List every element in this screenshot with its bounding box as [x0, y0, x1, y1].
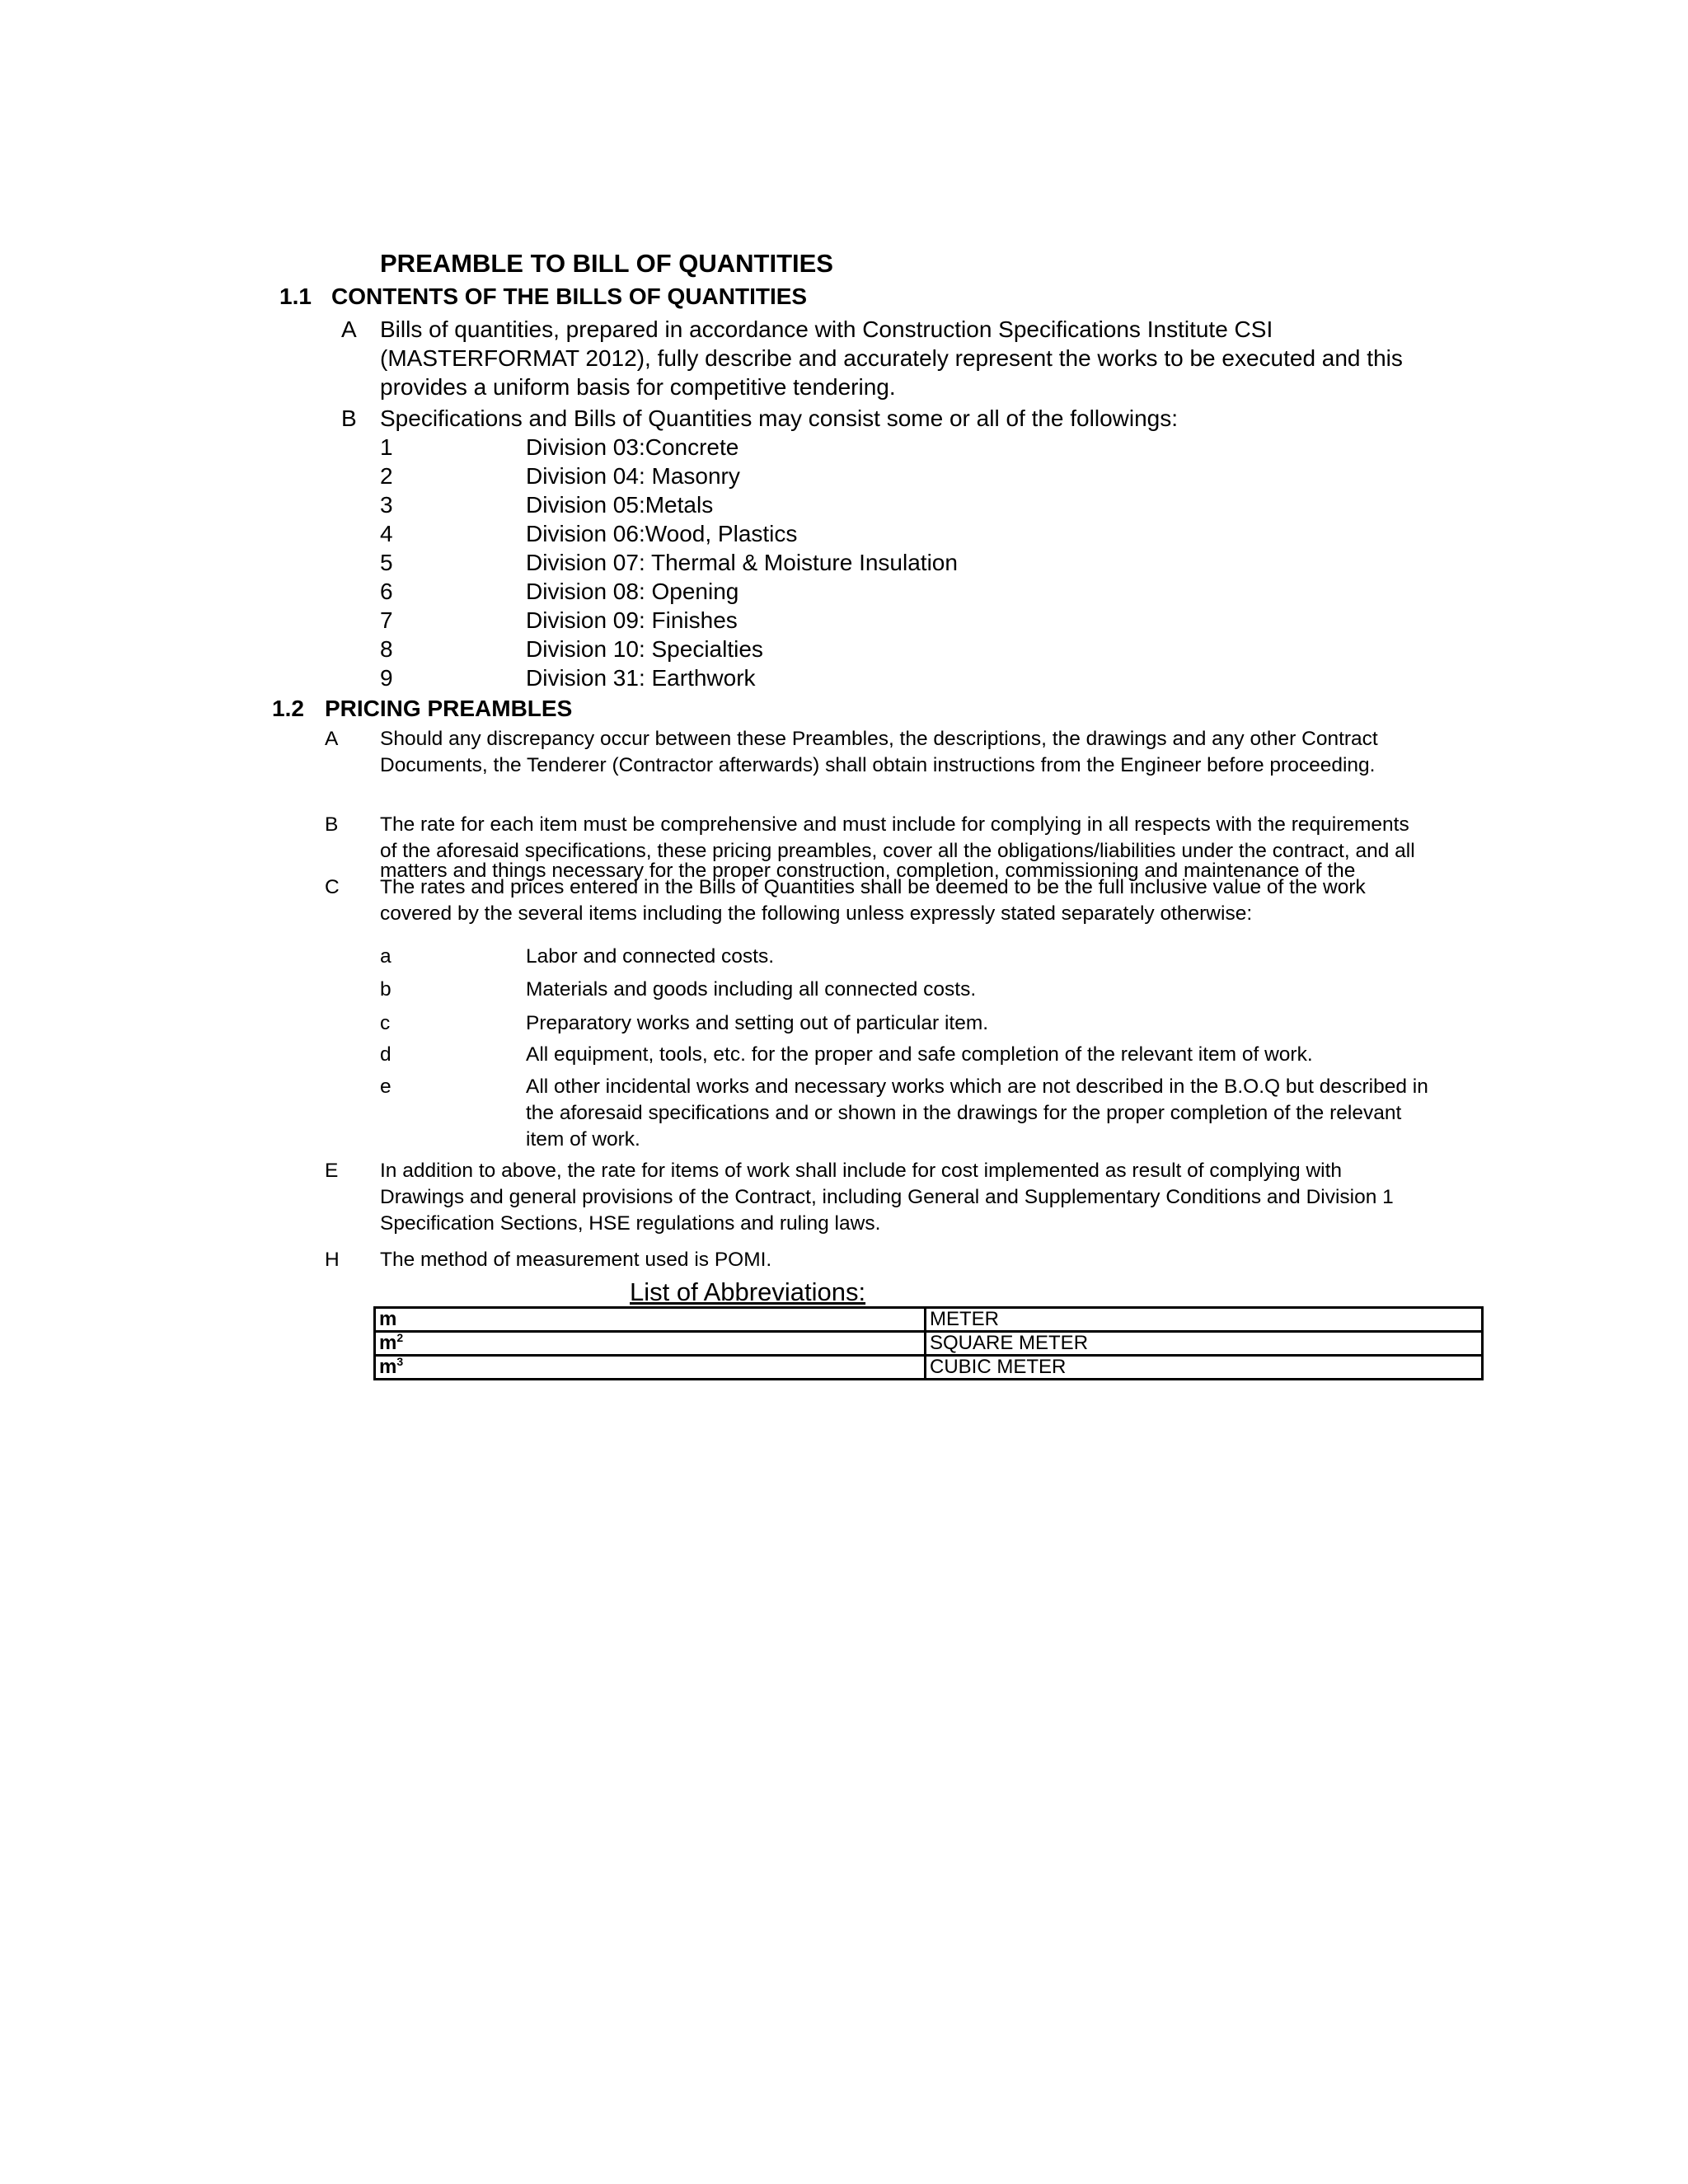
unit-cell: [375, 1308, 926, 1332]
division-number: 5: [380, 550, 393, 575]
clause-letter: C: [325, 876, 340, 898]
clause-line: Documents, the Tenderer (Contractor afterwards) shall obtain instructions from the Engineer before proceeding.: [380, 754, 1376, 776]
division-number: 6: [380, 579, 393, 604]
division-number: 4: [380, 521, 393, 546]
division-number: 8: [380, 636, 393, 662]
clause-line: Should any discrepancy occur between these Preambles, the descriptions, the drawings and any other Contract: [380, 728, 1378, 750]
abbreviations-title: List of Abbreviations:: [630, 1277, 866, 1306]
meaning-cell: SQUARE METER: [926, 1332, 1483, 1356]
section-heading: PRICING PREAMBLES: [325, 696, 573, 721]
meaning-cell: METER: [926, 1308, 1483, 1332]
division-label: Division 04: Masonry: [526, 463, 740, 489]
table-row: [375, 1332, 1483, 1356]
clause-letter: A: [341, 316, 357, 342]
table-row: [375, 1308, 1483, 1332]
clause-text: The method of measurement used is POMI.: [380, 1249, 772, 1271]
item-letter: a: [380, 945, 392, 968]
unit-cell: [375, 1356, 926, 1380]
clause-letter: B: [341, 405, 357, 431]
unit-exponent: 2: [396, 1331, 404, 1344]
clause-line: covered by the several items including the following unless expressly stated separately otherwise:: [380, 902, 1253, 925]
clause-letter: E: [325, 1160, 339, 1182]
unit-cell: [375, 1332, 926, 1356]
clause-line: provides a uniform basis for competitive tendering.: [380, 374, 896, 400]
item-letter: c: [380, 1012, 391, 1034]
clause-text: Specifications and Bills of Quantities may consist some or all of the followings:: [380, 405, 1179, 431]
unit-symbol: m: [379, 1356, 397, 1378]
item-line: Preparatory works and setting out of particular item.: [526, 1012, 989, 1034]
section-heading: CONTENTS OF THE BILLS OF QUANTITIES: [331, 284, 808, 309]
division-number: 2: [380, 463, 393, 489]
clause-line: of the aforesaid specifications, these pricing preambles, cover all the obligations/liabilities under the contract, and all: [380, 840, 1415, 862]
clause-line: Bills of quantities, prepared in accordance with Construction Specifications Institute CSI: [380, 316, 1273, 342]
section-number: 1.1: [279, 284, 312, 309]
clause-letter: A: [325, 728, 339, 750]
clause-line: Drawings and general provisions of the Contract, including General and Supplementary Conditions and Division 1: [380, 1186, 1394, 1208]
division-label: Division 31: Earthwork: [526, 665, 756, 691]
item-letter: e: [380, 1076, 392, 1098]
clause-letter: H: [325, 1249, 340, 1271]
division-label: Division 10: Specialties: [526, 636, 763, 662]
division-label: Division 07: Thermal & Moisture Insulation: [526, 550, 958, 575]
unit-exponent: 3: [396, 1355, 404, 1368]
unit-symbol: m: [379, 1308, 397, 1330]
table-row: [375, 1356, 1483, 1380]
division-label: Division 09: Finishes: [526, 607, 738, 633]
section-number: 1.2: [272, 696, 304, 721]
item-line: All equipment, tools, etc. for the proper and safe completion of the relevant item of work.: [526, 1043, 1313, 1066]
clause-line: The rates and prices entered in the Bills of Quantities shall be deemed to be the full inclusive value of the work: [380, 876, 1366, 898]
item-letter: b: [380, 978, 392, 1001]
item-letter: d: [380, 1043, 392, 1066]
division-label: Division 05:Metals: [526, 492, 714, 518]
item-line: the aforesaid specifications and or shown in the drawings for the proper completion of the relevant: [526, 1102, 1402, 1124]
abbreviations-table: [373, 1306, 1484, 1380]
division-label: Division 03:Concrete: [526, 434, 739, 460]
item-line: Materials and goods including all connected costs.: [526, 978, 977, 1001]
meaning-cell: CUBIC METER: [926, 1356, 1483, 1380]
page-title: PREAMBLE TO BILL OF QUANTITIES: [380, 249, 833, 278]
clause-line: Specification Sections, HSE regulations and ruling laws.: [380, 1212, 881, 1235]
division-number: 9: [380, 665, 393, 691]
item-line: item of work.: [526, 1128, 640, 1151]
division-number: 7: [380, 607, 393, 633]
clause-line: In addition to above, the rate for items of work shall include for cost implemented as result of complying with: [380, 1160, 1343, 1182]
unit-symbol: m: [379, 1332, 397, 1354]
clause-letter: B: [325, 813, 339, 836]
clipped-line-container: [380, 860, 1451, 882]
clause-line: The rate for each item must be comprehensive and must include for complying in all respects with the requirements: [380, 813, 1409, 836]
division-label: Division 06:Wood, Plastics: [526, 521, 798, 546]
item-line: All other incidental works and necessary works which are not described in the B.O.Q but described in: [526, 1076, 1428, 1098]
clause-line-clipped: matters and things necessary for the proper construction, completion, commissioning and maintenance of the: [380, 860, 1356, 882]
division-number: 3: [380, 492, 393, 518]
item-line: Labor and connected costs.: [526, 945, 775, 968]
clause-line: (MASTERFORMAT 2012), fully describe and accurately represent the works to be executed and this: [380, 345, 1403, 371]
division-number: 1: [380, 434, 393, 460]
division-label: Division 08: Opening: [526, 579, 739, 604]
